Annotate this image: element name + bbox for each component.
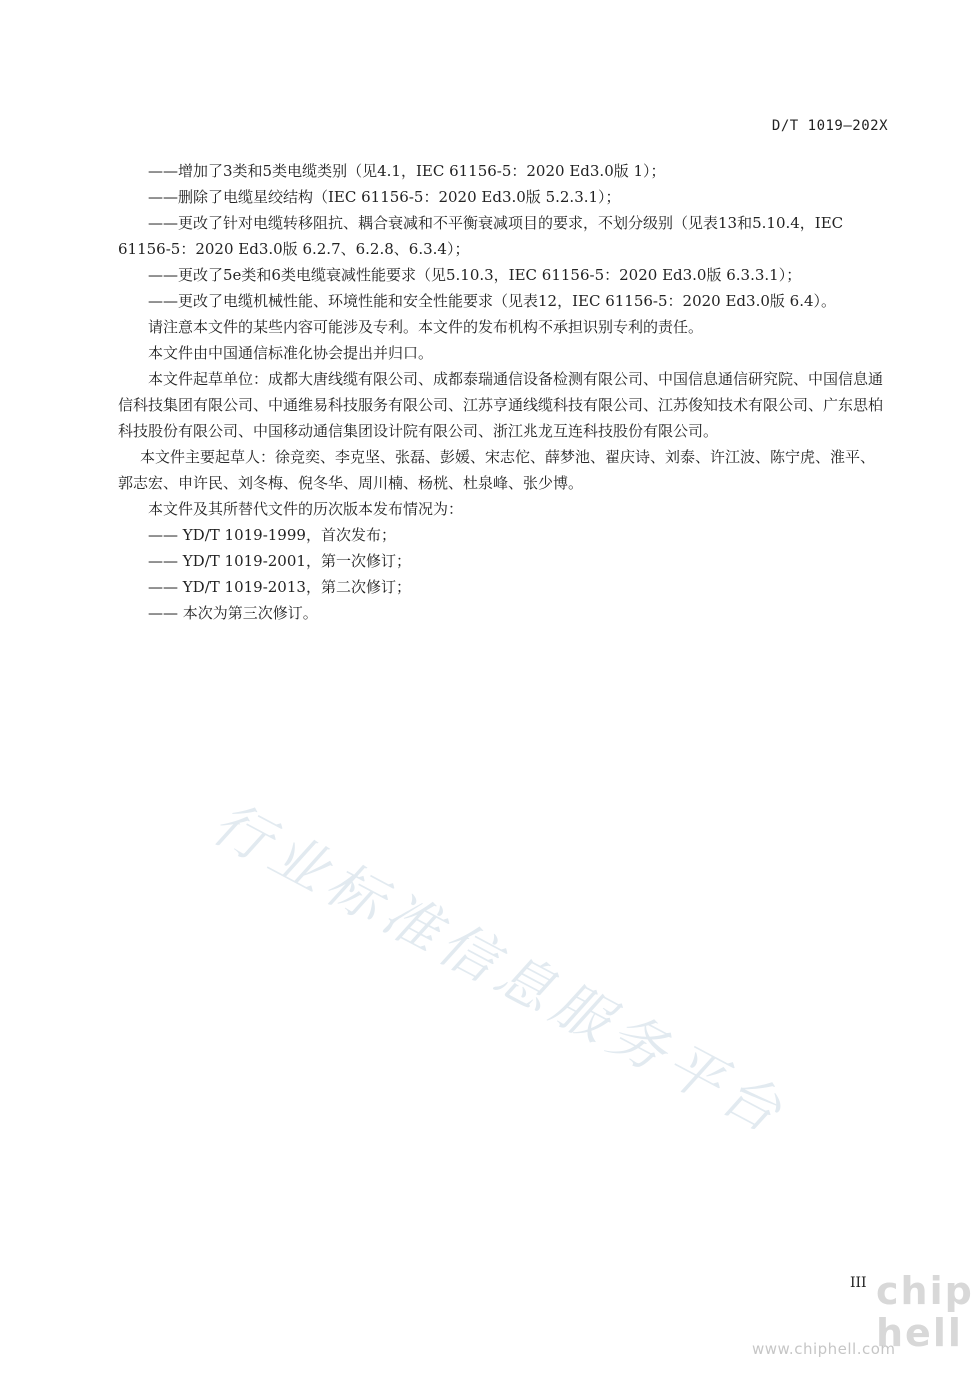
history-item-1999: —— YD/T 1019-1999，首次发布； <box>148 526 396 544</box>
history-item-current: —— 本次为第三次修订。 <box>148 604 318 622</box>
document-body <box>118 158 888 626</box>
paragraph-drafting-units: 本文件起草单位：成都大唐线缆有限公司、成都泰瑞通信设备检测有限公司、中国信息通信研究院、中国信息通信科技集团有限公司、中通维易科技服务有限公司、江苏亨通线缆科技有限公司、江苏俊知技术有限公司、广东思柏科技股份有限公司、中国移动通信集团设计院有限公司、浙江兆龙互连科技股份有限公司。 <box>118 370 884 440</box>
watermark: 行业标准信息服务平台 <box>201 790 798 1149</box>
history-item-2013: —— YD/T 1019-2013，第二次修订； <box>148 578 411 596</box>
document-code: D/T 1019—202X <box>771 118 888 134</box>
paragraph-change-2: ——删除了电缆星绞结构（IEC 61156-5：2020 Ed3.0版 5.2.3.1）； <box>148 188 621 206</box>
paragraph-change-5: ——更改了电缆机械性能、环境性能和安全性能要求（见表12，IEC 61156-5：2020 Ed3.0版 6.4）。 <box>148 292 837 310</box>
chiphell-url: www.chiphell.com <box>752 1340 896 1358</box>
page-number: III <box>850 1275 867 1291</box>
paragraph-drafters: 本文件主要起草人：徐竞奕、李克坚、张磊、彭媛、宋志佗、薛梦池、翟庆诗、刘泰、许江波、陈宁虎、淮平、郭志宏、申许民、刘冬梅、倪冬华、周川楠、杨桄、杜泉峰、张少博。 <box>118 448 876 492</box>
history-item-2001: —— YD/T 1019-2001，第一次修订； <box>148 552 411 570</box>
paragraph-change-1: ——增加了3类和5类电缆类别（见4.1，IEC 61156-5：2020 Ed3.0版 1）； <box>148 162 666 180</box>
paragraph-change-3: ——更改了针对电缆转移阻抗、耦合衰减和不平衡衰减项目的要求，不划分级别（见表13和5.10.4，IEC 61156-5：2020 Ed3.0版 6.2.7、6.2.8、6.3.4）； <box>118 214 844 258</box>
paragraph-change-4: ——更改了5e类和6类电缆衰减性能要求（见5.10.3，IEC 61156-5：2020 Ed3.0版 6.3.3.1）； <box>148 266 802 284</box>
paragraph-proposer: 本文件由中国通信标准化协会提出并归口。 <box>148 344 434 362</box>
chiphell-logo: chip hell <box>876 1269 974 1355</box>
paragraph-history-intro: 本文件及其所替代文件的历次版本发布情况为： <box>148 500 464 518</box>
paragraph-patent-notice: 请注意本文件的某些内容可能涉及专利。本文件的发布机构不承担识别专利的责任。 <box>148 318 704 336</box>
